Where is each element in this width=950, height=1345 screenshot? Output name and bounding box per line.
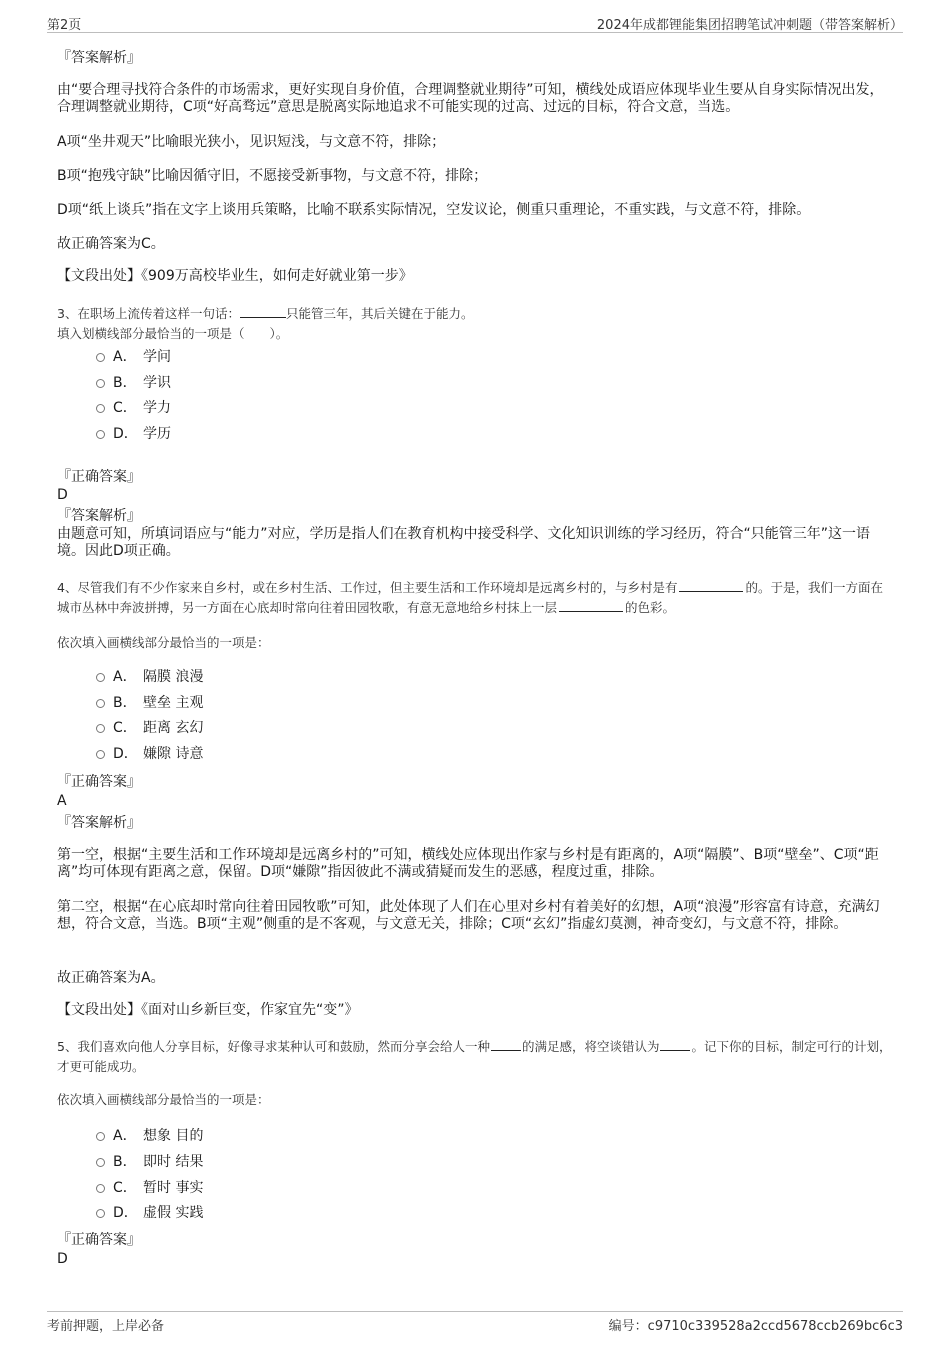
q5-stem: 5、我们喜欢向他人分享目标，好像寻求某种认可和鼓励，然而分享会给人一种 的满足感，将空谈错认为 。记下你的目标，制定可行的计划，才更可能成功。 (57, 1039, 892, 1074)
blank-line (491, 1038, 521, 1051)
q2-source: 【文段出处】《909万高校毕业生，如何走好就业第一步》 (57, 268, 413, 284)
q4-analysis-p2: 第二空，根据“在心底却时常向往着田园牧歌”可知，此处体现了人们在心里对乡村有着美好的幻想，A项“浪漫”形容富有诗意，充满幻想，符合文意，当选。B项“主观”侧重的是不客观，与文意无关，排除；C项“玄幻”指虚幻莫测，神奇变幻，与文意不符，排除。 (57, 899, 880, 932)
q3-prompt: 填入划横线部分最恰当的一项是（ ）。 (57, 326, 289, 341)
radio-icon[interactable] (96, 724, 105, 733)
q2-analysis-p4: D项“纸上谈兵”指在文字上谈用兵策略，比喻不联系实际情况，空发议论，侧重只重理论，不重实践，与文意不符，排除。 (57, 202, 811, 218)
page-footer (47, 1311, 903, 1334)
radio-icon[interactable] (96, 1158, 105, 1167)
q4-source: 【文段出处】《面对山乡新巨变，作家宜先“变”》 (57, 1002, 359, 1018)
q4-stem: 4、尽管我们有不少作家来自乡村，或在乡村生活、工作过，但主要生活和工作环境却是远离乡村的，与乡村是有 的。于是，我们一方面在城市丛林中奔波拼搏，另一方面在心底却时常向往着田园牧歌，有意无意地给乡村抹上一层 的色彩。 (57, 580, 883, 615)
q4-prompt: 依次填入画横线部分最恰当的一项是： (57, 635, 270, 650)
q3-analysis: 由题意可知，所填词语应与“能力”对应，学历是指人们在教育机构中接受科学、文化知识训练的学习经历，符合“只能管三年”这一语境。因此D项正确。 (57, 526, 871, 559)
q5-option-a[interactable]: A． 想象 目的 (96, 1126, 203, 1146)
radio-icon[interactable] (96, 430, 105, 439)
q4-analysis-label: 『答案解析』 (57, 815, 141, 831)
q4-answer-label: 『正确答案』 (57, 774, 141, 790)
radio-icon[interactable] (96, 1184, 105, 1193)
page-number: 第2页 (47, 18, 82, 33)
q2-analysis-label: 『答案解析』 (57, 50, 141, 66)
q4-analysis-p1: 第一空，根据“主要生活和工作环境却是远离乡村的”可知，横线处应体现出作家与乡村是有距离的，A项“隔膜”、B项“壁垒”、C项“距离”均可体现有距离之意，保留。D项“嫌隙”指因彼此不满或猜疑而发生的恶感，程度过重，排除。 (57, 847, 879, 880)
q5-option-c[interactable]: C． 暂时 事实 (96, 1178, 203, 1198)
radio-icon[interactable] (96, 404, 105, 413)
q2-analysis-p1: 由“要合理寻找符合条件的市场需求，更好实现自身价值，合理调整就业期待”可知，横线处成语应体现毕业生要从自身实际情况出发，合理调整就业期待，C项“好高骛远”意思是脱离实际地追求不可能实现的过高、过远的目标，符合文意，当选。 (57, 82, 884, 115)
q4-option-b[interactable]: B． 壁垒 主观 (96, 693, 203, 713)
q2-analysis-p2: A项“坐井观天”比喻眼光狭小，见识短浅，与文意不符，排除； (57, 134, 446, 150)
blank-line (240, 305, 286, 318)
radio-icon[interactable] (96, 673, 105, 682)
radio-icon[interactable] (96, 1209, 105, 1218)
q4-option-c[interactable]: C． 距离 玄幻 (96, 718, 203, 738)
q5-option-b[interactable]: B． 即时 结果 (96, 1152, 203, 1172)
q5-option-d[interactable]: D． 虚假 实践 (96, 1203, 203, 1223)
radio-icon[interactable] (96, 1132, 105, 1141)
q5-answer-label: 『正确答案』 (57, 1232, 141, 1248)
q3-stem: 3、在职场上流传着这样一句话： 只能管三年，其后关键在于能力。 (57, 306, 474, 321)
q3-analysis-label: 『答案解析』 (57, 508, 141, 524)
radio-icon[interactable] (96, 750, 105, 759)
q5-answer: D (57, 1251, 68, 1267)
q4-conclusion: 故正确答案为A。 (57, 970, 165, 986)
radio-icon[interactable] (96, 699, 105, 708)
q3-option-c[interactable]: C． 学力 (96, 398, 171, 418)
q3-option-d[interactable]: D． 学历 (96, 424, 171, 444)
q3-answer-label: 『正确答案』 (57, 469, 141, 485)
page-header (47, 14, 903, 33)
q3-answer: D (57, 487, 68, 503)
blank-line (660, 1038, 690, 1051)
q2-analysis-p3: B项“抱残守缺”比喻因循守旧，不愿接受新事物，与文意不符，排除； (57, 168, 488, 184)
document-title: 2024年成都锂能集团招聘笔试冲刺题（带答案解析） (596, 18, 903, 33)
document-code: 编号：c9710c339528a2ccd5678ccb269bc6c3 (608, 1319, 903, 1334)
footer-note: 考前押题，上岸必备 (47, 1319, 165, 1334)
q3-option-b[interactable]: B． 学识 (96, 373, 171, 393)
q5-prompt: 依次填入画横线部分最恰当的一项是： (57, 1092, 270, 1107)
q4-option-d[interactable]: D． 嫌隙 诗意 (96, 744, 203, 764)
q3-option-a[interactable]: A． 学问 (96, 347, 171, 367)
radio-icon[interactable] (96, 353, 105, 362)
radio-icon[interactable] (96, 379, 105, 388)
q4-answer: A (57, 793, 67, 809)
blank-line (679, 579, 743, 592)
q2-conclusion: 故正确答案为C。 (57, 236, 165, 252)
q4-option-a[interactable]: A． 隔膜 浪漫 (96, 667, 203, 687)
blank-line (559, 599, 623, 612)
